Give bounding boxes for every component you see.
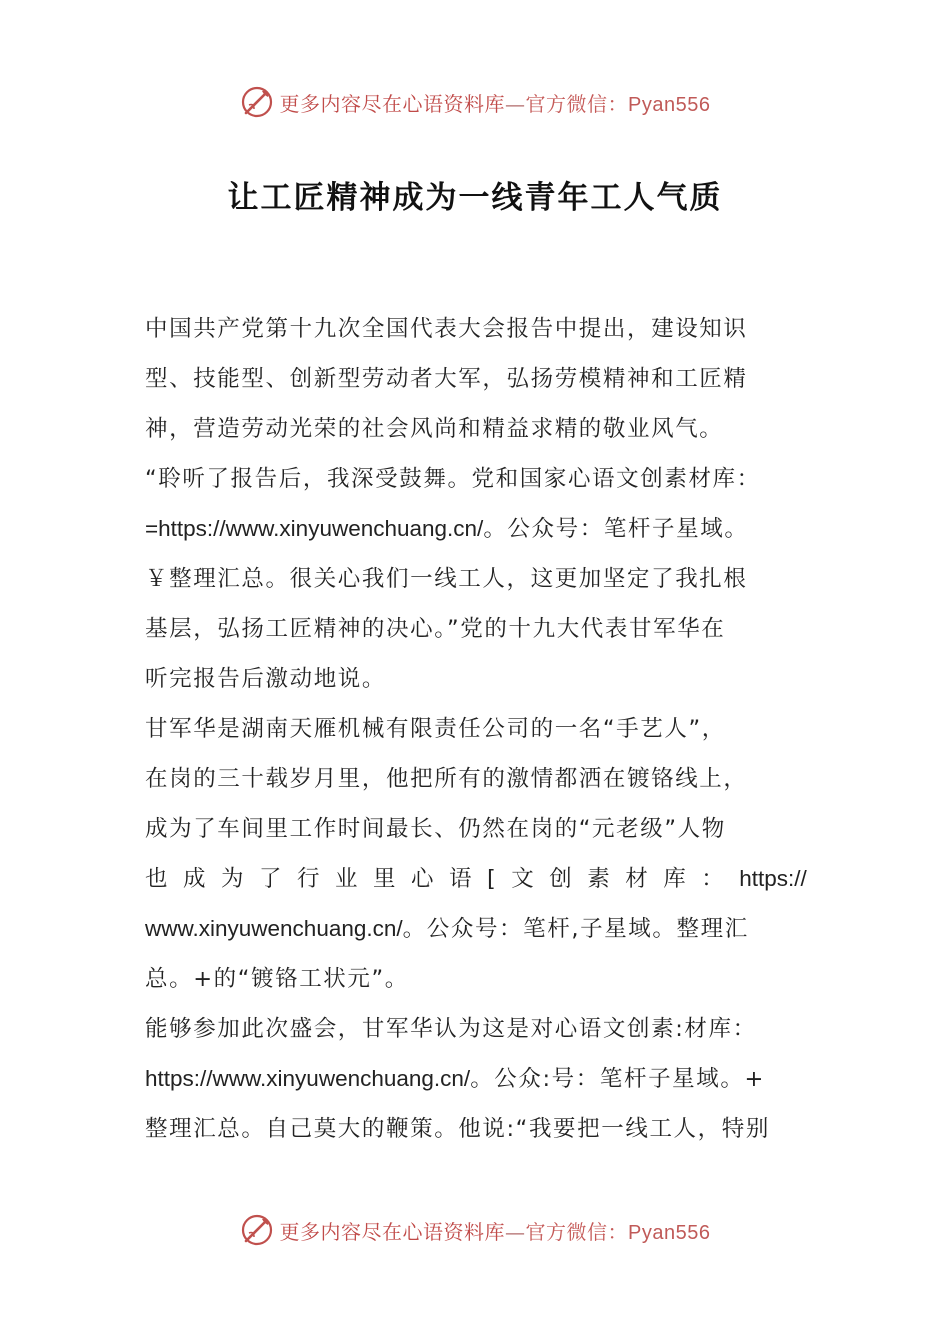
paragraph-line: 神，营造劳动光荣的社会风尚和精益求精的敬业风气。 bbox=[145, 416, 724, 442]
char: [ bbox=[487, 866, 496, 892]
line-text: 。公众号：笔杆,子星域。整理汇 bbox=[402, 916, 749, 942]
char: 里 bbox=[373, 866, 396, 892]
line-text: 。公众:号：笔杆子星域。+ bbox=[470, 1066, 765, 1092]
paragraph-line: ￥整理汇总。很关心我们一线工人，这更加坚定了我扎根 bbox=[145, 566, 748, 592]
char: 库 bbox=[663, 866, 686, 892]
paragraph-line: 中国共产党第十九次全国代表大会报告中提出，建设知识 bbox=[145, 316, 748, 342]
paragraph-line: 整理汇总。自己莫大的鞭策。他说:“我要把一线工人，特别 bbox=[145, 1116, 770, 1142]
paragraph-line bbox=[145, 1054, 807, 1104]
line-text: 。公众号：笔杆子星域。 bbox=[483, 516, 749, 542]
justified-line bbox=[145, 854, 807, 904]
quill-logo-icon bbox=[240, 1213, 274, 1247]
char: 行 bbox=[297, 866, 320, 892]
banner-text: 更多内容尽在心语资料库—官方微信：Pyan556 bbox=[279, 1219, 711, 1244]
paragraph-line: 基层，弘扬工匠精神的决心。”党的十九大代表甘军华在 bbox=[145, 616, 726, 642]
paragraph-line bbox=[145, 904, 807, 954]
paragraph-line: 听完报告后激动地说。 bbox=[145, 666, 387, 692]
paragraph-line: “聆听了报告后，我深受鼓舞。党和国家心语文创素材库： bbox=[145, 466, 761, 492]
char: ： bbox=[701, 866, 724, 892]
char: 材 bbox=[625, 866, 648, 892]
char: 也 bbox=[145, 866, 168, 892]
paragraph-line: 能够参加此次盛会，甘军华认为这是对心语文创素:材库： bbox=[145, 1016, 757, 1042]
url-text: https://www.xinyuwenchuang.cn/ bbox=[145, 1066, 471, 1091]
quill-logo-icon bbox=[240, 85, 274, 119]
char: 语 bbox=[449, 866, 472, 892]
paragraph-line: 型、技能型、创新型劳动者大军，弘扬劳模精神和工匠精 bbox=[145, 366, 748, 392]
banner-text: 更多内容尽在心语资料库—官方微信：Pyan556 bbox=[279, 91, 711, 116]
char: 了 bbox=[259, 866, 282, 892]
url-text: www.xinyuwenchuang.cn/ bbox=[145, 916, 403, 941]
paragraph-line: 总。+的“镀铬工状元”。 bbox=[145, 966, 409, 992]
char: 业 bbox=[335, 866, 358, 892]
char: 成 bbox=[183, 866, 206, 892]
paragraph-line: 成为了车间里工作时间最长、仍然在岗的“元老级”人物 bbox=[145, 816, 726, 842]
paragraph-line: 甘军华是湖南天雁机械有限责任公司的一名“手艺人”， bbox=[145, 716, 726, 742]
paragraph-line bbox=[145, 504, 807, 554]
footer-banner bbox=[0, 1210, 950, 1250]
char: 文 bbox=[511, 866, 534, 892]
document-title: 让工匠精神成为一线青年工人气质 bbox=[227, 180, 723, 216]
char: 心 bbox=[411, 866, 434, 892]
char: 创 bbox=[549, 866, 572, 892]
char: 素 bbox=[587, 866, 610, 892]
document-body bbox=[145, 304, 807, 1154]
header-banner bbox=[0, 82, 950, 122]
char: 为 bbox=[221, 866, 244, 892]
paragraph-line: 在岗的三十载岁月里，他把所有的激情都洒在镀铬线上， bbox=[145, 766, 748, 792]
url-text: https:// bbox=[739, 866, 807, 891]
url-text: =https://www.xinyuwenchuang.cn/ bbox=[145, 516, 484, 541]
